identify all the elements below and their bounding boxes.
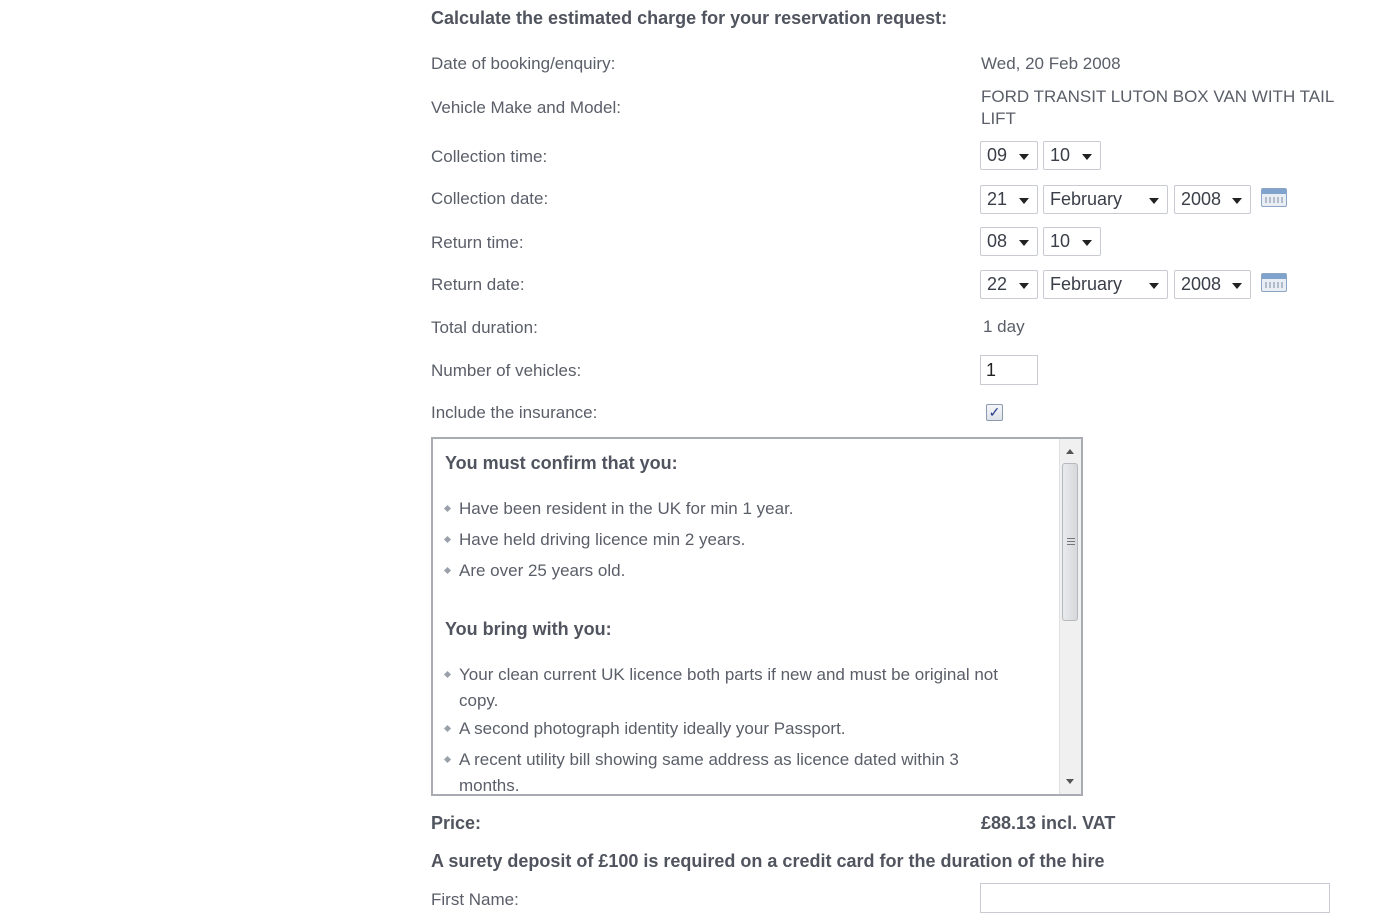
- chevron-down-icon: [1232, 198, 1242, 204]
- booking-date-value: Wed, 20 Feb 2008: [981, 54, 1121, 73]
- collection-year-value: 2008: [1181, 189, 1222, 209]
- return-date-label: Return date:: [431, 275, 525, 294]
- grip-icon: [1067, 538, 1075, 547]
- collection-date-label: Collection date:: [431, 189, 549, 208]
- return-day-value: 22: [987, 274, 1008, 294]
- chevron-down-icon: [1232, 283, 1242, 289]
- booking-date-label: Date of booking/enquiry:: [431, 54, 616, 73]
- list-item: A second photograph identity ideally your Passport.: [459, 716, 1019, 742]
- collection-month-value: February: [1050, 189, 1123, 209]
- chevron-down-icon: [1019, 154, 1029, 160]
- vehicle-label: Vehicle Make and Model:: [431, 98, 621, 117]
- collection-year-select[interactable]: [1174, 185, 1251, 214]
- vehicle-value-line2: LIFT: [981, 109, 1016, 128]
- chevron-down-icon: [1149, 283, 1159, 289]
- form-heading: Calculate the estimated charge for your reservation request:: [431, 8, 948, 28]
- vehicles-input[interactable]: 1: [980, 355, 1038, 385]
- price-label: Price:: [431, 813, 482, 833]
- chevron-down-icon: [1019, 283, 1029, 289]
- return-year-select[interactable]: [1174, 270, 1251, 299]
- collection-time-label: Collection time:: [431, 147, 548, 166]
- collection-minute-value: 10: [1050, 145, 1071, 165]
- collection-day-value: 21: [987, 189, 1008, 209]
- return-time-label: Return time:: [431, 233, 524, 252]
- terms-box[interactable]: [431, 437, 1083, 796]
- calendar-icon[interactable]: [1261, 188, 1287, 207]
- deposit-note: A surety deposit of £100 is required on a credit card for the duration of the hire: [431, 851, 1105, 871]
- collection-day-select[interactable]: [980, 185, 1038, 214]
- list-item: A recent utility bill showing same address as licence dated within 3 months.: [459, 747, 1019, 796]
- duration-value: 1 day: [983, 317, 1025, 336]
- scroll-down-icon[interactable]: [1066, 779, 1074, 784]
- collection-minute-select[interactable]: [1043, 141, 1101, 170]
- return-minute-select[interactable]: [1043, 227, 1101, 256]
- chevron-down-icon: [1082, 240, 1092, 246]
- vehicle-value-line1: FORD TRANSIT LUTON BOX VAN WITH TAIL: [981, 87, 1335, 106]
- return-month-select[interactable]: [1043, 270, 1168, 299]
- return-minute-value: 10: [1050, 231, 1071, 251]
- return-hour-select[interactable]: [980, 227, 1038, 256]
- list-item: Have held driving licence min 2 years.: [459, 527, 1019, 553]
- chevron-down-icon: [1019, 240, 1029, 246]
- insurance-checkbox[interactable]: ✓: [986, 404, 1003, 421]
- first-name-input[interactable]: [980, 883, 1330, 913]
- terms-scrollbar[interactable]: [1059, 439, 1081, 794]
- list-item: Your clean current UK licence both parts if new and must be original not copy.: [459, 662, 1019, 714]
- scroll-thumb[interactable]: [1062, 463, 1078, 621]
- return-year-value: 2008: [1181, 274, 1222, 294]
- bring-heading: You bring with you:: [445, 619, 612, 639]
- collection-hour-value: 09: [987, 145, 1008, 165]
- duration-label: Total duration:: [431, 318, 538, 337]
- vehicles-label: Number of vehicles:: [431, 361, 582, 380]
- return-hour-value: 08: [987, 231, 1008, 251]
- return-day-select[interactable]: [980, 270, 1038, 299]
- collection-month-select[interactable]: [1043, 185, 1168, 214]
- chevron-down-icon: [1149, 198, 1159, 204]
- price-value: £88.13 incl. VAT: [981, 813, 1116, 833]
- chevron-down-icon: [1082, 154, 1092, 160]
- scroll-up-icon[interactable]: [1066, 449, 1074, 454]
- calendar-icon[interactable]: [1261, 273, 1287, 292]
- confirm-heading: You must confirm that you:: [445, 453, 678, 473]
- chevron-down-icon: [1019, 198, 1029, 204]
- return-month-value: February: [1050, 274, 1123, 294]
- list-item: Have been resident in the UK for min 1 year.: [459, 496, 1019, 522]
- collection-hour-select[interactable]: [980, 141, 1038, 170]
- list-item: Are over 25 years old.: [459, 558, 1019, 584]
- first-name-label: First Name:: [431, 890, 519, 909]
- insurance-label: Include the insurance:: [431, 403, 598, 422]
